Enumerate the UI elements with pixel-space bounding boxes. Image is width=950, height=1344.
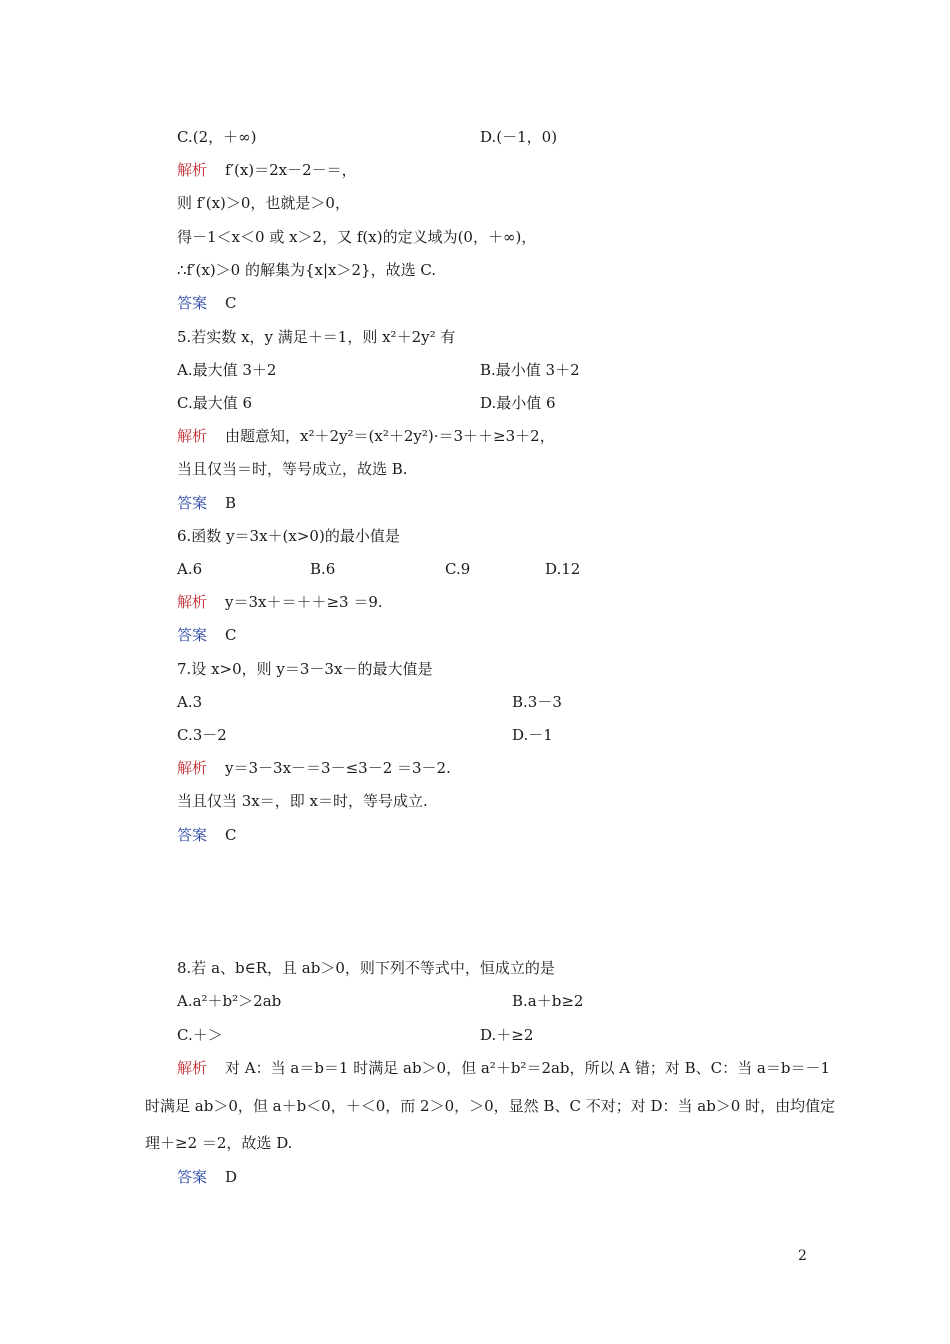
solution-label: 解析 (177, 759, 208, 777)
q8-option-c: C.＋＞ (177, 1026, 223, 1044)
q7-option-a: A.3 (177, 693, 203, 711)
q6-option-c: C.9 (445, 560, 471, 578)
q4-solution-line-2: 则 f′(x)＞0，也就是＞0， (177, 194, 350, 212)
q7-solution-line-2: 当且仅当 3x＝，即 x＝时，等号成立. (177, 792, 428, 810)
q6-solution-line-1 (177, 591, 383, 613)
q4-solution-line-4: ∴f′(x)＞0 的解集为{x|x＞2}，故选 C. (177, 261, 437, 279)
q5-answer (177, 492, 236, 514)
q6-option-b: B.6 (310, 560, 336, 578)
q4-answer (177, 292, 237, 314)
q5-option-c: C.最大值 6 (177, 394, 253, 412)
q8-solution-line-2: 时满足 ab＞0，但 a＋b＜0，＋＜0，而 2＞0，＞0，显然 B、C 不对；对 D：当 ab＞0 时，由均值定 (145, 1097, 836, 1115)
answer-value: C (225, 294, 237, 312)
q7-option-d: D.－1 (512, 726, 553, 744)
q6-option-a: A.6 (177, 560, 203, 578)
q7-solution-line-1 (177, 757, 451, 779)
q7-stem: 7.设 x>0，则 y＝3－3x－的最大值是 (177, 660, 433, 678)
solution-text: y＝3－3x－＝3－≤3－2 ＝3－2. (225, 759, 451, 777)
solution-text: 对 A：当 a＝b＝1 时满足 ab＞0，但 a²＋b²＝2ab，所以 A 错；对 B、C：当 a＝b＝－1 (225, 1059, 831, 1077)
q8-answer (177, 1166, 237, 1188)
q4-solution-line-1 (177, 159, 357, 181)
answer-label: 答案 (177, 1168, 208, 1186)
q6-option-d: D.12 (545, 560, 581, 578)
answer-value: B (225, 494, 237, 512)
q8-option-b: B.a＋b≥2 (512, 992, 584, 1010)
q8-solution-line-1 (177, 1057, 830, 1079)
solution-text: 由题意知，x²＋2y²＝(x²＋2y²)·＝3＋＋≥3＋2， (225, 427, 555, 445)
answer-label: 答案 (177, 494, 208, 512)
q5-stem: 5.若实数 x，y 满足＋＝1，则 x²＋2y² 有 (177, 328, 456, 346)
solution-label: 解析 (177, 427, 208, 445)
q6-stem: 6.函数 y＝3x＋(x>0)的最小值是 (177, 527, 400, 545)
q6-answer (177, 624, 237, 646)
page-number: 2 (798, 1248, 807, 1264)
solution-label: 解析 (177, 593, 208, 611)
q4-option-c: C.(2，＋∞) (177, 128, 257, 146)
answer-value: C (225, 626, 237, 644)
q7-option-c: C.3－2 (177, 726, 227, 744)
q8-option-a: A.a²＋b²＞2ab (177, 992, 282, 1010)
q5-option-b: B.最小值 3＋2 (480, 361, 580, 379)
solution-text: y＝3x＋＝＋＋≥3 ＝9. (225, 593, 383, 611)
q4-option-d: D.(－1，0) (480, 128, 558, 146)
solution-text: f′(x)＝2x－2－＝， (225, 161, 357, 179)
q8-solution-line-3: 理＋≥2 ＝2，故选 D. (145, 1134, 293, 1152)
q5-solution-line-2: 当且仅当＝时，等号成立，故选 B. (177, 460, 408, 478)
answer-label: 答案 (177, 294, 208, 312)
answer-value: C (225, 826, 237, 844)
q5-solution-line-1 (177, 425, 555, 447)
q5-option-d: D.最小值 6 (480, 394, 556, 412)
q4-solution-line-3: 得－1＜x＜0 或 x＞2，又 f(x)的定义域为(0，＋∞)， (177, 228, 537, 246)
answer-label: 答案 (177, 626, 208, 644)
q8-option-d: D.＋≥2 (480, 1026, 534, 1044)
q7-answer (177, 824, 237, 846)
q7-option-b: B.3－3 (512, 693, 562, 711)
q5-option-a: A.最大值 3＋2 (177, 361, 277, 379)
solution-label: 解析 (177, 161, 208, 179)
q8-stem: 8.若 a、b∈R，且 ab＞0，则下列不等式中，恒成立的是 (177, 959, 555, 977)
answer-label: 答案 (177, 826, 208, 844)
solution-label: 解析 (177, 1059, 208, 1077)
answer-value: D (225, 1168, 238, 1186)
